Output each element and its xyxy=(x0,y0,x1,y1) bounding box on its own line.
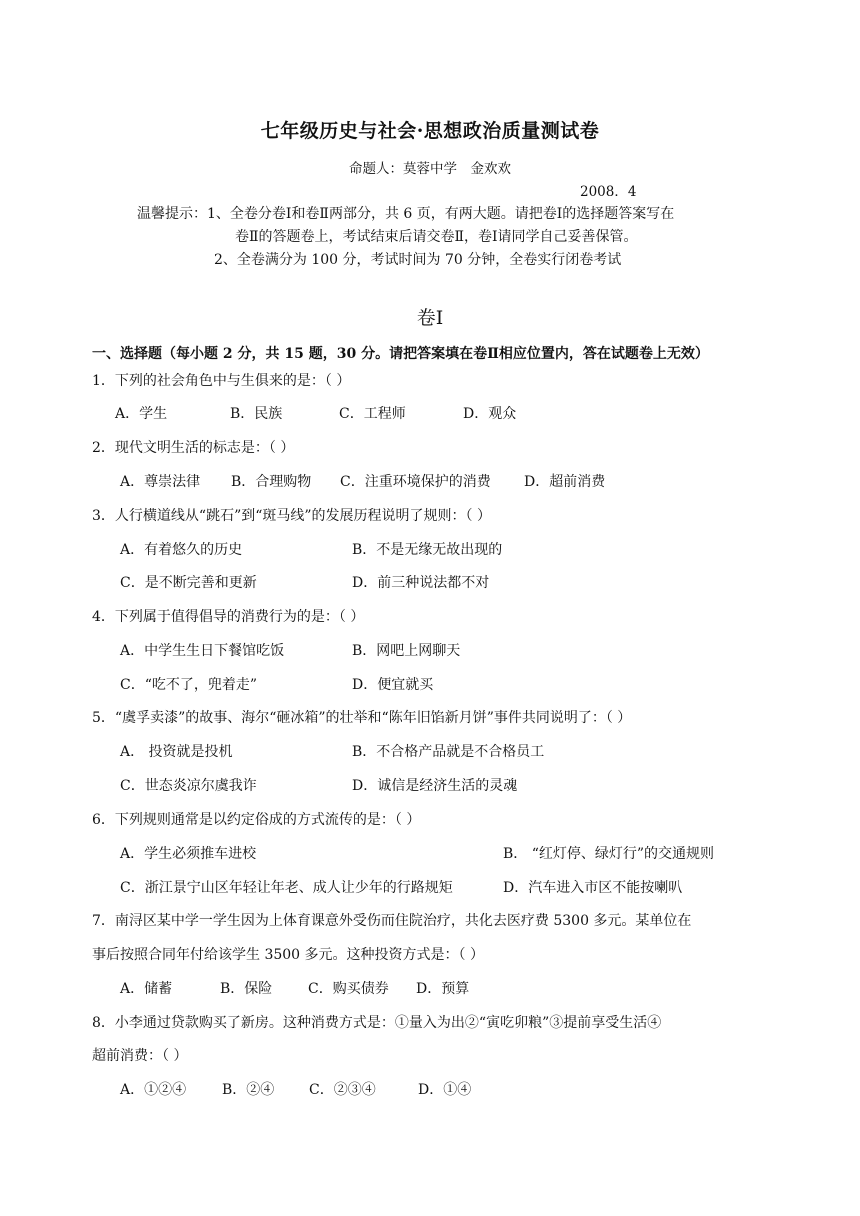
question-5-option-a: A． 投资就是投机 xyxy=(120,744,233,760)
tip-line-3: 2、全卷满分为 100 分，考试时间为 70 分钟，全卷实行闭卷考试 xyxy=(214,252,622,268)
question-8-option-d: D．①④ xyxy=(418,1082,472,1098)
question-6-option-a: A．学生必须推车进校 xyxy=(120,846,257,862)
author-line: 命题人：莫蓉中学 金欢欢 xyxy=(349,161,511,177)
question-6-stem: 6．下列规则通常是以约定俗成的方式流传的是：（ ） xyxy=(92,812,421,828)
question-1-option-b: B．民族 xyxy=(230,406,283,422)
question-5-option-c: C．世态炎凉尔虞我诈 xyxy=(120,778,257,794)
question-2-stem: 2．现代文明生活的标志是：（ ） xyxy=(92,440,295,456)
question-3-option-c: C．是不断完善和更新 xyxy=(120,575,257,591)
question-6-option-c: C．浙江景宁山区年轻让年老、成人让少年的行路规矩 xyxy=(120,880,453,896)
question-7-option-d: D．预算 xyxy=(416,981,470,997)
question-4-option-c: C．“吃不了，兜着走” xyxy=(120,677,258,693)
question-7-stem-line-2: 事后按照合同年付给该学生 3500 多元。这种投资方式是：（ ） xyxy=(92,947,484,963)
question-8-stem-line-2: 超前消费：（ ） xyxy=(92,1048,188,1064)
question-1-option-a: A．学生 xyxy=(115,406,168,422)
question-8-stem-line-1: 8．小李通过贷款购买了新房。这种消费方式是：①量入为出②“寅吃卯粮”③提前享受生活④ xyxy=(92,1015,662,1031)
question-5-option-b: B．不合格产品就是不合格员工 xyxy=(352,744,545,760)
question-1-stem: 1．下列的社会角色中与生俱来的是：（ ） xyxy=(92,373,351,389)
question-6-option-b: B． “红灯停、绿灯行”的交通规则 xyxy=(503,846,715,862)
question-2-option-a: A．尊崇法律 xyxy=(120,474,201,490)
question-3-stem: 3．人行横道线从“跳石”到“斑马线”的发展历程说明了规则：（ ） xyxy=(92,508,491,524)
question-5-stem: 5．“虞孚卖漆”的故事、海尔“砸冰箱”的壮举和“陈年旧馅新月饼”事件共同说明了：（ ） xyxy=(92,710,632,726)
question-7-option-a: A．储蓄 xyxy=(120,981,173,997)
question-2-option-d: D．超前消费 xyxy=(524,474,606,490)
question-4-option-b: B．网吧上网聊天 xyxy=(352,643,461,659)
question-2-option-c: C．注重环境保护的消费 xyxy=(340,474,491,490)
question-4-option-a: A．中学生生日下餐馆吃饭 xyxy=(120,643,285,659)
question-5-option-d: D．诚信是经济生活的灵魂 xyxy=(352,778,518,794)
question-4-option-d: D．便宜就买 xyxy=(352,677,434,693)
question-6-option-d: D．汽车进入市区不能按喇叭 xyxy=(503,880,683,896)
tip-line-1: 温馨提示：1、全卷分卷Ⅰ和卷Ⅱ两部分，共 6 页，有两大题。请把卷Ⅰ的选择题答案写在 xyxy=(137,206,675,222)
question-3-option-a: A．有着悠久的历史 xyxy=(120,542,243,558)
exam-date: 2008．4 xyxy=(580,184,637,200)
page-title: 七年级历史与社会·思想政治质量测试卷 xyxy=(260,120,600,142)
question-7-option-c: C．购买债券 xyxy=(308,981,389,997)
question-1-option-c: C．工程师 xyxy=(339,406,406,422)
section-heading: 一、选择题（每小题 2 分，共 15 题，30 分。请把答案填在卷Ⅱ相应位置内，答在试题卷上无效） xyxy=(92,346,709,362)
tip-line-2: 卷Ⅱ的答题卷上，考试结束后请交卷Ⅱ，卷Ⅰ请同学自己妥善保管。 xyxy=(235,229,638,245)
question-3-option-d: D．前三种说法都不对 xyxy=(352,575,490,591)
question-7-stem-line-1: 7．南浔区某中学一学生因为上体育课意外受伤而住院治疗，共化去医疗费 5300 多元。某单位在 xyxy=(92,913,692,929)
question-4-stem: 4．下列属于值得倡导的消费行为的是：（ ） xyxy=(92,609,365,625)
question-1-option-d: D．观众 xyxy=(463,406,517,422)
question-8-option-c: C．②③④ xyxy=(309,1082,376,1098)
volume-title: 卷Ⅰ xyxy=(416,307,444,329)
question-8-option-a: A．①②④ xyxy=(120,1082,187,1098)
question-8-option-b: B．②④ xyxy=(222,1082,275,1098)
question-2-option-b: B．合理购物 xyxy=(231,474,312,490)
question-7-option-b: B．保险 xyxy=(220,981,273,997)
question-3-option-b: B．不是无缘无故出现的 xyxy=(352,542,503,558)
